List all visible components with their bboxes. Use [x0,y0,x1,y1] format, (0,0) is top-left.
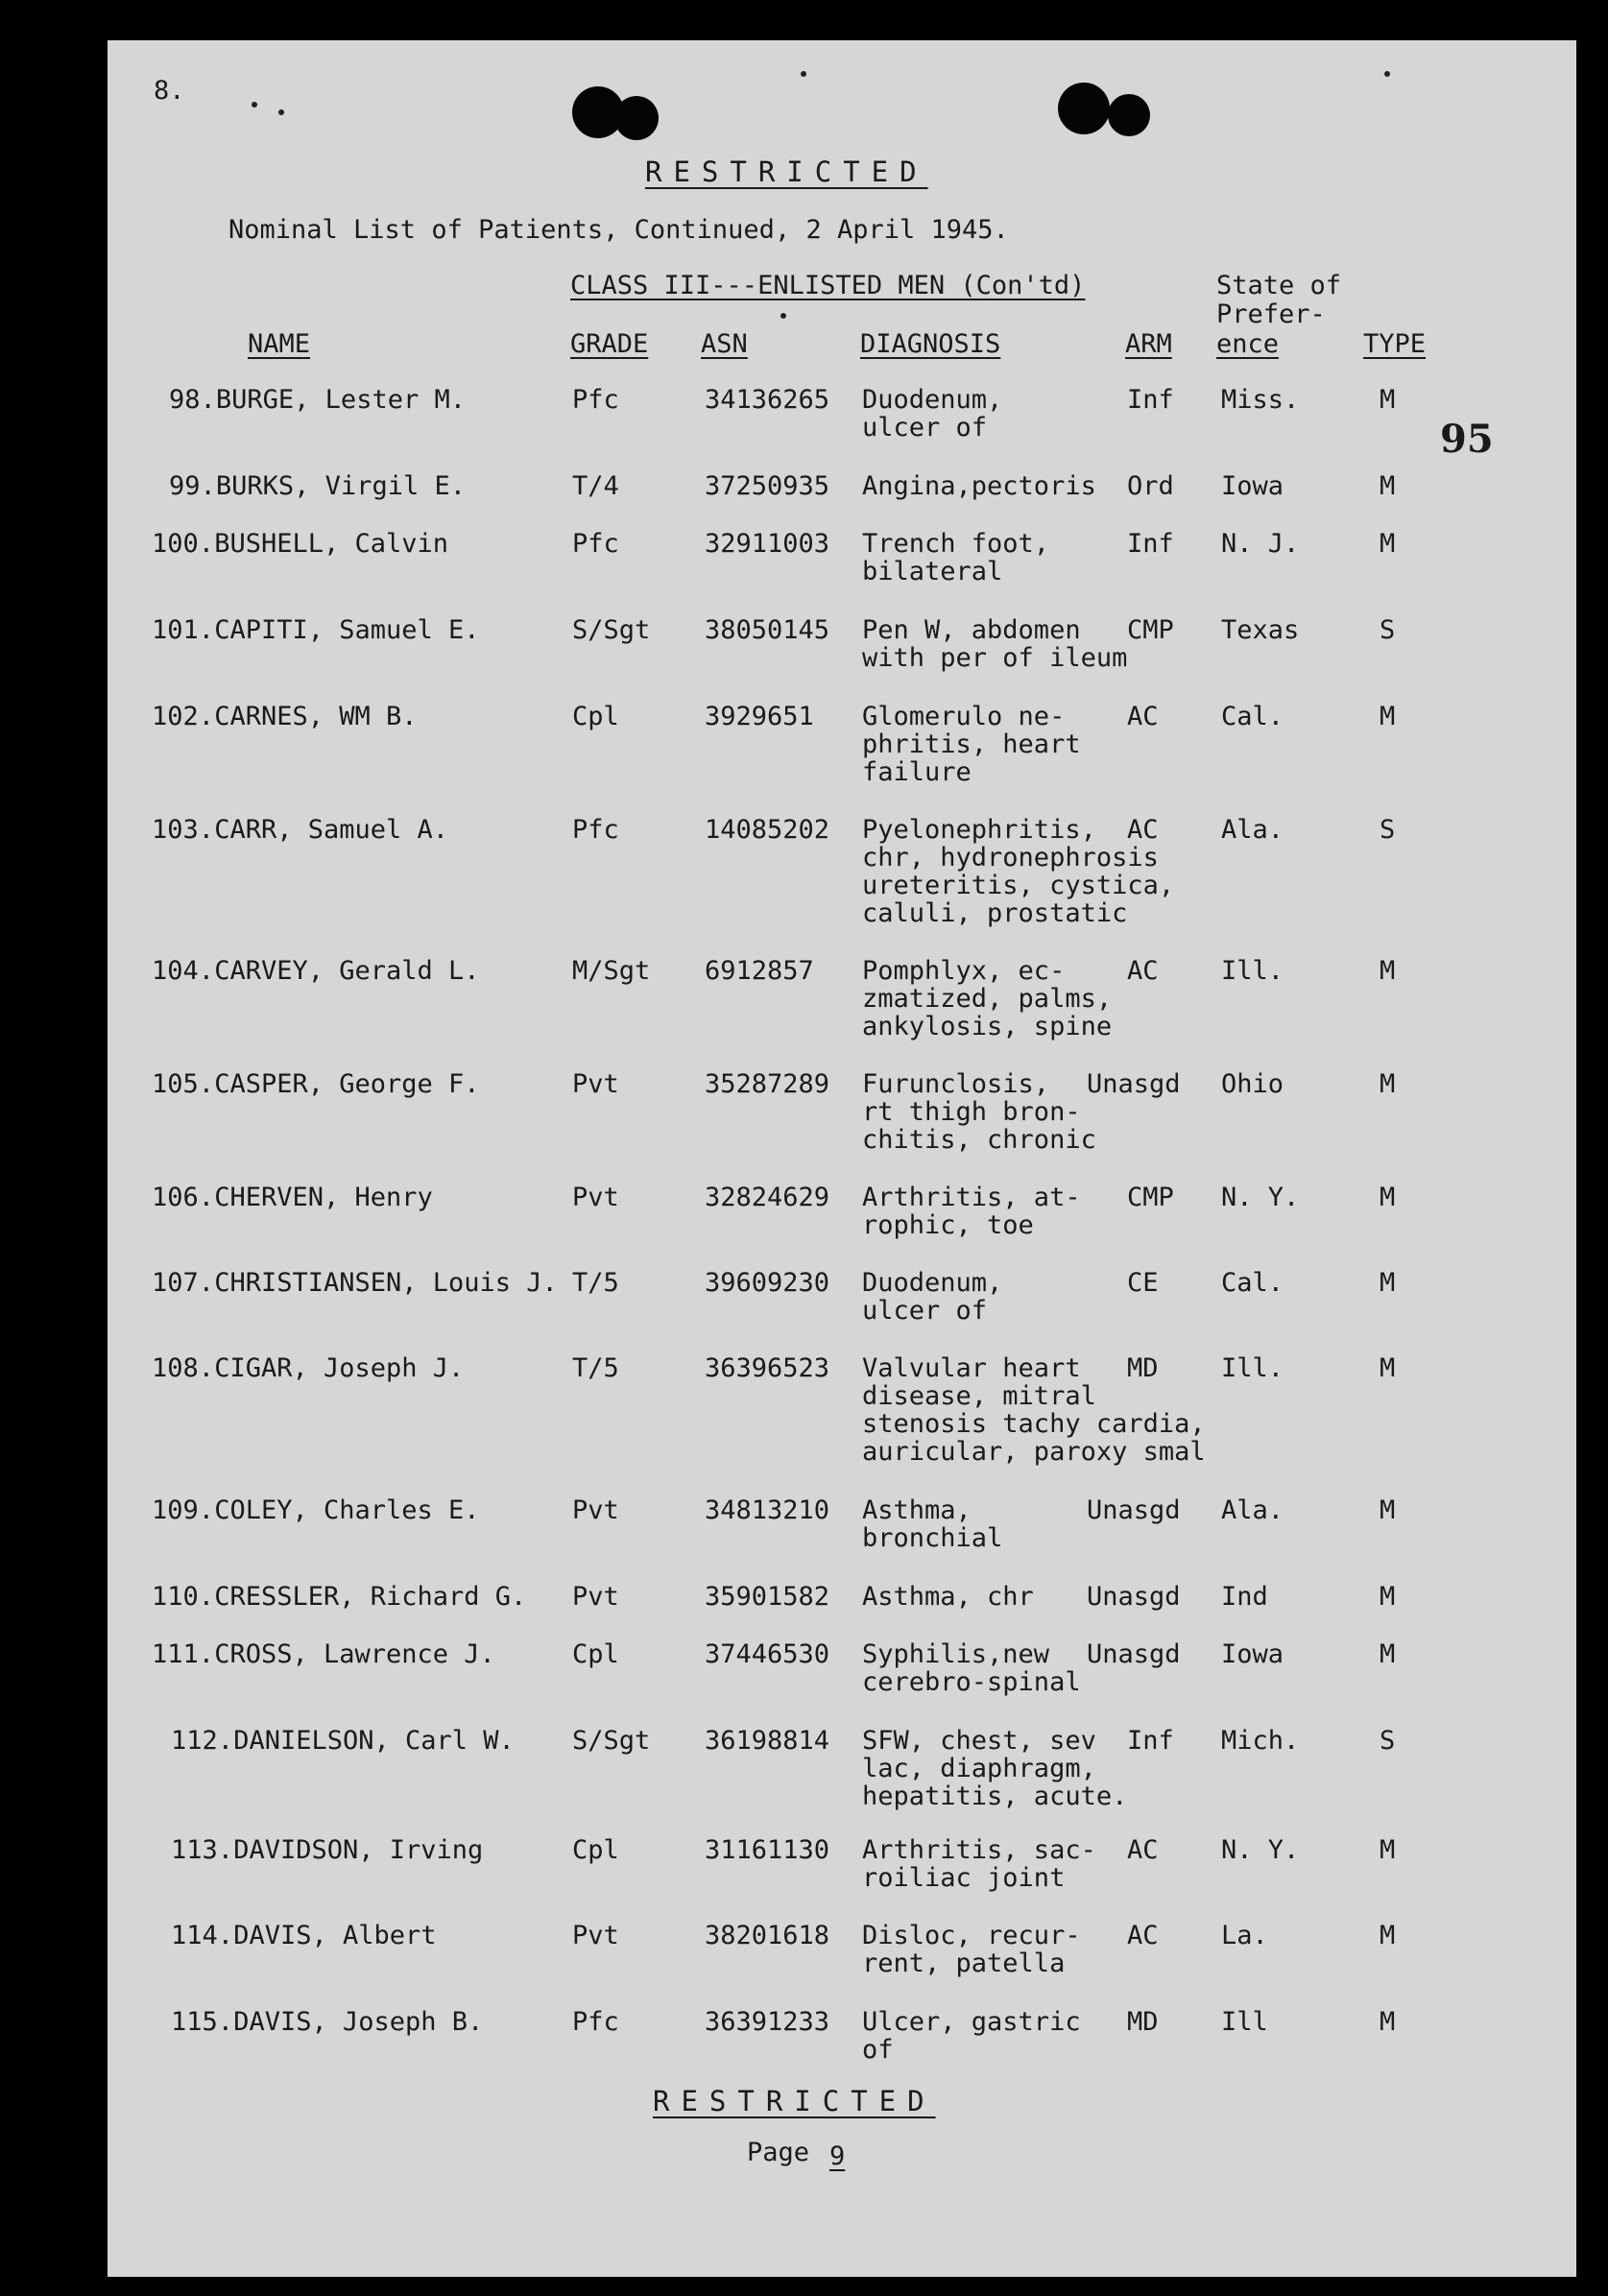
patient-asn: 35901582 [705,1582,830,1612]
patient-diagnosis: ulcer of [862,413,988,442]
column-header-grade: GRADE [570,329,649,359]
patient-state: Cal. [1221,702,1284,731]
patient-diagnosis: failure [862,757,972,787]
ink-speck [278,109,284,115]
patient-grade: Pvt [572,1582,619,1612]
patient-state: N. Y. [1221,1183,1300,1212]
patient-diagnosis: rt thigh bron- [862,1097,1081,1127]
patient-name: DAVIS, Joseph B. [233,2007,484,2037]
patient-grade: T/5 [572,1268,619,1298]
column-header-type: TYPE [1363,329,1427,359]
patient-state: Mich. [1221,1726,1300,1756]
patient-state: La. [1221,1921,1268,1950]
patient-diagnosis: ureteritis, cystica, [862,871,1175,900]
patient-type: M [1380,529,1396,559]
column-header-asn: ASN [701,329,748,359]
patient-diagnosis: Pen W, abdomen [862,615,1081,645]
patient-asn: 38201618 [705,1921,830,1950]
patient-arm: AC [1127,1835,1159,1865]
corner-marker: 8. [154,76,185,106]
patient-asn: 36198814 [705,1726,830,1756]
patient-diagnosis: Trench foot, [862,529,1050,559]
patient-state: Miss. [1221,385,1300,415]
patient-arm: AC [1127,702,1159,731]
patient-grade: T/5 [572,1353,619,1383]
patient-diagnosis: Asthma, chr [862,1582,1034,1612]
patient-diagnosis: auricular, paroxy smal [862,1437,1206,1467]
patient-number: 113. [171,1835,234,1865]
patient-number: 102. [152,702,215,731]
patient-diagnosis: chitis, chronic [862,1125,1096,1155]
patient-asn: 36391233 [705,2007,830,2037]
patient-name: CHRISTIANSEN, Louis J. [214,1268,558,1298]
patient-number: 111. [152,1639,215,1669]
patient-name: BURKS, Virgil E. [215,471,466,501]
document-subtitle: Nominal List of Patients, Continued, 2 April 1945. [228,215,1009,245]
patient-type: M [1380,385,1396,415]
document-page [108,40,1576,2277]
patient-diagnosis: ankylosis, spine [862,1012,1113,1041]
patient-arm: Unasgd [1087,1639,1181,1669]
patient-state: Ill. [1221,1353,1284,1383]
patient-grade: Cpl [572,702,619,731]
patient-arm: AC [1127,956,1159,986]
patient-type: M [1380,1353,1396,1383]
patient-arm: CMP [1127,1183,1174,1212]
patient-asn: 38050145 [705,615,830,645]
patient-name: CAPITI, Samuel E. [214,615,480,645]
patient-type: M [1380,1495,1396,1525]
patient-asn: 3929651 [705,702,814,731]
patient-arm: CMP [1127,615,1174,645]
page-label: Page [747,2138,810,2167]
patient-type: M [1380,471,1396,501]
patient-asn: 31161130 [705,1835,830,1865]
patient-number: 101. [152,615,215,645]
ink-speck [252,102,257,108]
patient-name: CARNES, WM B. [214,702,418,731]
patient-diagnosis: ulcer of [862,1296,988,1326]
column-header-name: NAME [248,329,311,359]
patient-number: 115. [171,2007,234,2037]
patient-diagnosis: lac, diaphragm, [862,1754,1096,1783]
patient-arm: Ord [1127,471,1174,501]
patient-name: BUSHELL, Calvin [214,529,449,559]
patient-arm: Unasgd [1087,1495,1181,1525]
patient-number: 107. [152,1268,215,1298]
patient-state: Iowa [1221,471,1284,501]
patient-type: M [1380,1069,1396,1099]
page-number: 9 [829,2141,846,2171]
patient-number: 110. [152,1582,215,1612]
patient-diagnosis: phritis, heart [862,729,1081,759]
patient-name: CRESSLER, Richard G. [214,1582,527,1612]
patient-asn: 37446530 [705,1639,830,1669]
patient-state: Ala. [1221,1495,1284,1525]
patient-number: 103. [152,815,215,845]
patient-arm: MD [1127,1353,1159,1383]
patient-state: Ala. [1221,815,1284,845]
class-heading: CLASS III---ENLISTED MEN (Con'td) [570,271,1086,300]
patient-diagnosis: disease, mitral [862,1381,1096,1411]
patient-grade: S/Sgt [572,1726,651,1756]
patient-name: BURGE, Lester M. [215,385,466,415]
patient-grade: Pvt [572,1921,619,1950]
patient-diagnosis: bronchial [862,1523,1003,1553]
patient-diagnosis: cerebro-spinal [862,1667,1081,1697]
patient-asn: 32911003 [705,529,830,559]
patient-diagnosis: Asthma, [862,1495,972,1525]
patient-arm: AC [1127,1921,1159,1950]
patient-number: 109. [152,1495,215,1525]
patient-diagnosis: rent, patella [862,1949,1066,1978]
patient-state: Texas [1221,615,1300,645]
punch-hole [614,96,659,140]
patient-number: 104. [152,956,215,986]
patient-diagnosis: Valvular heart [862,1353,1081,1383]
column-header-arm: ARM [1125,329,1172,359]
patient-diagnosis: SFW, chest, sev [862,1726,1096,1756]
patient-diagnosis: Duodenum, [862,1268,1003,1298]
patient-arm: MD [1127,2007,1159,2037]
patient-diagnosis: Duodenum, [862,385,1003,415]
patient-grade: Pfc [572,385,619,415]
patient-type: M [1380,1835,1396,1865]
patient-name: CHERVEN, Henry [214,1183,433,1212]
patient-diagnosis: Disloc, recur- [862,1921,1081,1950]
patient-asn: 39609230 [705,1268,830,1298]
patient-state: N. J. [1221,529,1300,559]
patient-diagnosis: Furunclosis, [862,1069,1050,1099]
patient-diagnosis: Arthritis, at- [862,1183,1081,1212]
patient-type: S [1380,1726,1396,1756]
patient-state: Ill. [1221,956,1284,986]
patient-diagnosis: caluli, prostatic [862,898,1128,928]
patient-asn: 34136265 [705,385,830,415]
patient-grade: T/4 [572,471,619,501]
patient-grade: Pfc [572,2007,619,2037]
patient-asn: 14085202 [705,815,830,845]
patient-grade: Cpl [572,1835,619,1865]
patient-diagnosis: Angina,pectoris [862,471,1096,501]
restricted-heading-top: RESTRICTED [645,155,928,188]
column-header-diagnosis: DIAGNOSIS [860,329,1001,359]
restricted-heading-bottom: RESTRICTED [653,2085,936,2117]
ink-speck [801,71,806,77]
patient-diagnosis: Pyelonephritis, [862,815,1096,845]
patient-grade: Cpl [572,1639,619,1669]
patient-arm: AC [1127,815,1159,845]
patient-grade: M/Sgt [572,956,651,986]
patient-name: DAVIDSON, Irving [233,1835,484,1865]
patient-diagnosis: zmatized, palms, [862,984,1113,1014]
patient-name: CROSS, Lawrence J. [214,1639,495,1669]
patient-type: M [1380,1183,1396,1212]
folio-number: 95 [1440,417,1494,462]
patient-state: Ohio [1221,1069,1284,1099]
patient-state: Ind [1221,1582,1268,1612]
patient-state: Iowa [1221,1639,1284,1669]
patient-number: 105. [152,1069,215,1099]
patient-arm: Inf [1127,1726,1174,1756]
patient-grade: Pvt [572,1069,619,1099]
patient-name: CARR, Samuel A. [214,815,449,845]
patient-number: 99. [169,471,216,501]
patient-diagnosis: chr, hydronephrosis [862,843,1159,873]
patient-asn: 34813210 [705,1495,830,1525]
patient-name: CARVEY, Gerald L. [214,956,480,986]
patient-diagnosis: Arthritis, sac- [862,1835,1096,1865]
patient-diagnosis: Syphilis,new [862,1639,1050,1669]
patient-name: DAVIS, Albert [233,1921,437,1950]
patient-asn: 32824629 [705,1183,830,1212]
patient-state: Cal. [1221,1268,1284,1298]
patient-grade: Pvt [572,1495,619,1525]
patient-grade: Pvt [572,1183,619,1212]
patient-type: M [1380,956,1396,986]
patient-grade: Pfc [572,815,619,845]
patient-name: COLEY, Charles E. [214,1495,480,1525]
patient-number: 98. [169,385,216,415]
ink-speck [1384,71,1390,77]
patient-state: N. Y. [1221,1835,1300,1865]
patient-diagnosis: of [862,2035,894,2065]
patient-diagnosis: Pomphlyx, ec- [862,956,1066,986]
patient-diagnosis: with per of ileum [862,643,1128,673]
patient-arm: Unasgd [1087,1069,1181,1099]
patient-diagnosis: hepatitis, acute. [862,1782,1128,1811]
patient-asn: 35287289 [705,1069,830,1099]
patient-arm: Unasgd [1087,1582,1181,1612]
patient-number: 112. [171,1726,234,1756]
patient-arm: Inf [1127,529,1174,559]
patient-grade: S/Sgt [572,615,651,645]
patient-diagnosis: Glomerulo ne- [862,702,1066,731]
patient-type: M [1380,702,1396,731]
patient-asn: 36396523 [705,1353,830,1383]
patient-diagnosis: Ulcer, gastric [862,2007,1081,2037]
patient-type: M [1380,1921,1396,1950]
patient-type: M [1380,1639,1396,1669]
column-header-state: ence [1216,329,1280,359]
ink-speck [780,313,786,319]
punch-hole [1108,94,1150,136]
patient-name: DANIELSON, Carl W. [233,1726,515,1756]
patient-diagnosis: rophic, toe [862,1210,1034,1240]
patient-type: M [1380,1582,1396,1612]
state-heading-line2: Prefer- [1216,299,1326,329]
patient-type: S [1380,815,1396,845]
patient-asn: 37250935 [705,471,830,501]
patient-grade: Pfc [572,529,619,559]
patient-type: M [1380,2007,1396,2037]
patient-type: S [1380,615,1396,645]
state-heading-line1: State of [1216,271,1342,300]
punch-hole [1058,83,1110,134]
patient-diagnosis: stenosis tachy cardia, [862,1409,1206,1439]
patient-number: 114. [171,1921,234,1950]
patient-arm: Inf [1127,385,1174,415]
patient-number: 100. [152,529,215,559]
patient-name: CIGAR, Joseph J. [214,1353,465,1383]
patient-number: 106. [152,1183,215,1212]
patient-diagnosis: bilateral [862,557,1003,586]
patient-number: 108. [152,1353,215,1383]
patient-arm: CE [1127,1268,1159,1298]
patient-asn: 6912857 [705,956,814,986]
patient-diagnosis: roiliac joint [862,1863,1066,1893]
patient-name: CASPER, George F. [214,1069,480,1099]
patient-state: Ill [1221,2007,1268,2037]
patient-type: M [1380,1268,1396,1298]
